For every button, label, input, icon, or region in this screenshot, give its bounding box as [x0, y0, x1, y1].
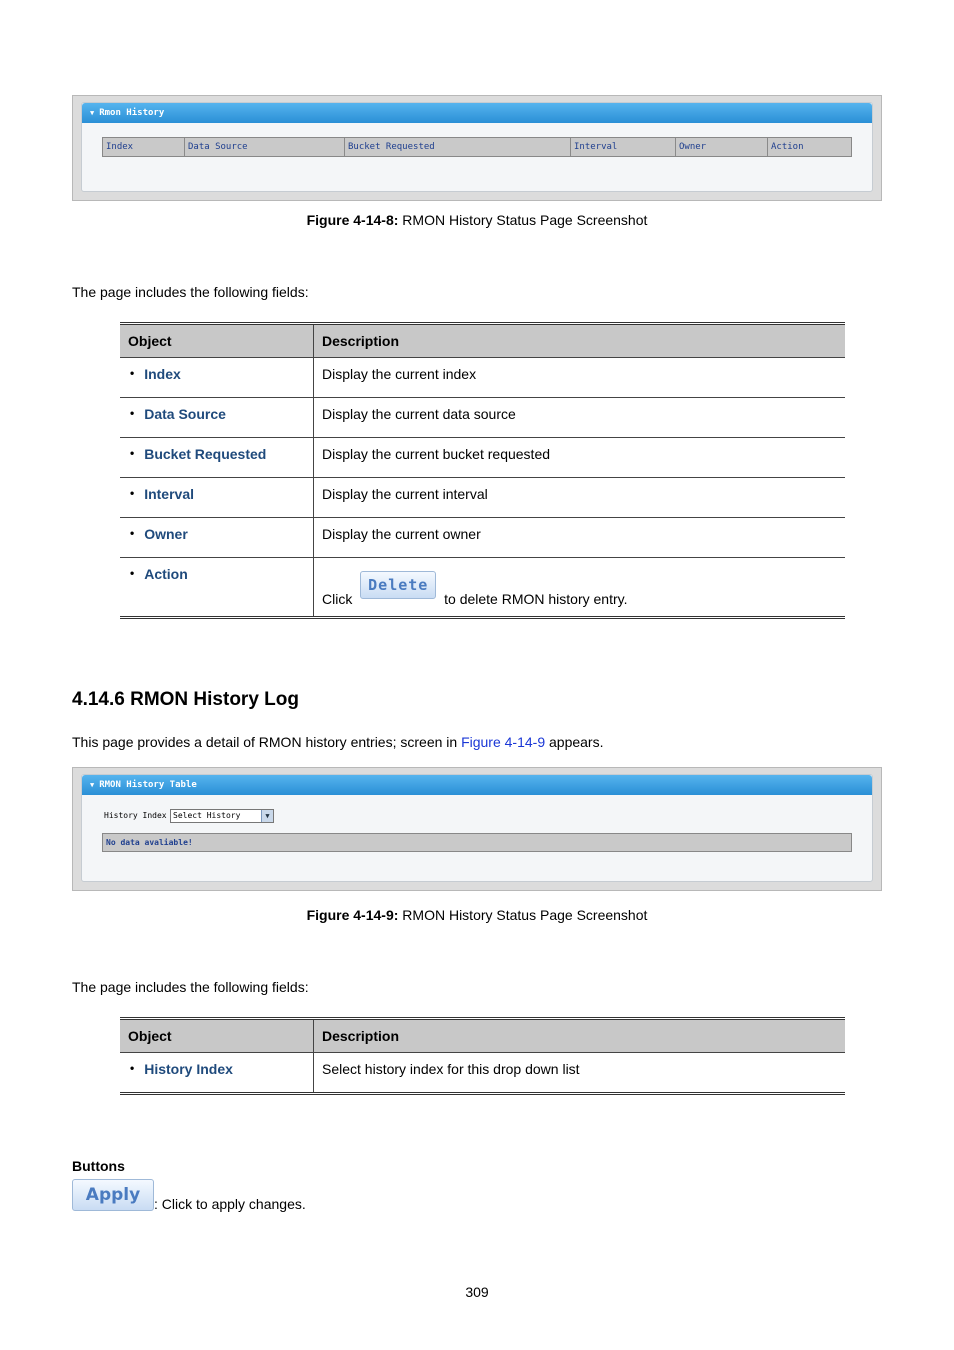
- bullet-icon: •: [130, 446, 135, 460]
- panel-header: [82, 103, 872, 123]
- object-cell: [128, 486, 305, 502]
- table-row: [120, 518, 845, 558]
- no-data-row: No data avaliable!: [102, 833, 852, 852]
- table-row: [120, 478, 845, 518]
- chevron-down-icon: ▼: [261, 810, 273, 822]
- caption-label: Figure 4-14-9:: [306, 907, 399, 923]
- page-number: 309: [465, 1284, 489, 1300]
- panel-header: [82, 775, 872, 795]
- object-label: Data Source: [144, 406, 226, 422]
- fields-table-1: [120, 322, 845, 619]
- fields-table-2: [120, 1017, 845, 1095]
- select-value: Select History: [173, 811, 241, 820]
- object-cell: [128, 406, 305, 422]
- caption-text: RMON History Status Page Screenshot: [398, 212, 648, 228]
- bullet-icon: •: [130, 526, 135, 540]
- figure-4-14-9-caption: [0, 907, 954, 923]
- table-row: [120, 1053, 845, 1092]
- history-index-label: History Index: [104, 811, 167, 820]
- apply-row: [72, 1179, 306, 1211]
- object-cell: [128, 1061, 305, 1077]
- object-label: Index: [144, 366, 181, 382]
- apply-button[interactable]: Apply: [72, 1179, 154, 1211]
- figure-4-14-9-screenshot: [72, 767, 882, 891]
- description-cell: Select history index for this drop down list: [322, 1061, 580, 1077]
- intro-paragraph-1: The page includes the following fields:: [72, 284, 309, 300]
- para-suffix: appears.: [545, 734, 604, 750]
- bullet-icon: •: [130, 486, 135, 500]
- col-interval: Interval: [571, 138, 676, 156]
- object-label: Owner: [144, 526, 188, 542]
- bullet-icon: •: [130, 566, 135, 580]
- col-data-source: Data Source: [185, 138, 345, 156]
- object-cell: [128, 446, 305, 462]
- col-owner: Owner: [676, 138, 768, 156]
- section-heading: 4.14.6 RMON History Log: [72, 689, 299, 710]
- rmon-history-panel: [81, 102, 873, 192]
- table-header-row: [120, 325, 845, 358]
- figure-4-14-8-screenshot: [72, 95, 882, 201]
- description-cell: Display the current data source: [322, 406, 516, 422]
- history-index-select[interactable]: [170, 809, 274, 823]
- header-description: Description: [322, 333, 400, 349]
- header-object: Object: [120, 325, 314, 357]
- section-paragraph: [72, 734, 603, 750]
- col-bucket-requested: Bucket Requested: [345, 138, 571, 156]
- caption-label: Figure 4-14-8:: [306, 212, 399, 228]
- object-label: Interval: [144, 486, 195, 502]
- object-label: Action: [144, 566, 188, 582]
- rmon-history-table-header: [102, 137, 852, 157]
- description-cell: Display the current index: [322, 366, 477, 382]
- object-cell: [128, 566, 305, 582]
- bullet-icon: •: [130, 366, 135, 380]
- apply-description: : Click to apply changes.: [154, 1196, 306, 1212]
- panel-title: Rmon History: [99, 108, 165, 118]
- description-cell: Display the current owner: [322, 526, 481, 542]
- bullet-icon: •: [130, 1061, 135, 1075]
- header-description: Description: [322, 1028, 400, 1044]
- table-row: [120, 558, 845, 616]
- description-suffix: to delete RMON history entry.: [444, 591, 628, 607]
- figure-4-14-8-caption: [0, 212, 954, 228]
- object-cell: [128, 526, 305, 542]
- col-index: Index: [103, 138, 185, 156]
- object-label: History Index: [144, 1061, 233, 1077]
- collapse-triangle-icon: ▼: [90, 109, 95, 117]
- para-prefix: This page provides a detail of RMON history entries; screen in: [72, 734, 462, 750]
- object-cell: [128, 366, 305, 382]
- bullet-icon: •: [130, 406, 135, 420]
- description-cell: Display the current interval: [322, 486, 488, 502]
- table-row: [120, 358, 845, 398]
- intro-paragraph-2: The page includes the following fields:: [72, 979, 309, 995]
- object-label: Bucket Requested: [144, 446, 267, 462]
- collapse-triangle-icon: ▼: [90, 781, 95, 789]
- table-row: [120, 398, 845, 438]
- col-action: Action: [771, 142, 804, 152]
- buttons-heading: Buttons: [72, 1158, 125, 1174]
- header-object: Object: [120, 1020, 314, 1052]
- description-cell: [314, 558, 845, 616]
- description-prefix: Click: [322, 591, 353, 607]
- panel-title: RMON History Table: [99, 780, 197, 790]
- table-header-row: [120, 1020, 845, 1053]
- description-cell: Display the current bucket requested: [322, 446, 551, 462]
- rmon-history-table-panel: [81, 774, 873, 882]
- table-row: [120, 438, 845, 478]
- delete-button[interactable]: Delete: [360, 571, 436, 599]
- figure-link[interactable]: Figure 4-14-9: [461, 734, 546, 750]
- caption-text: RMON History Status Page Screenshot: [398, 907, 648, 923]
